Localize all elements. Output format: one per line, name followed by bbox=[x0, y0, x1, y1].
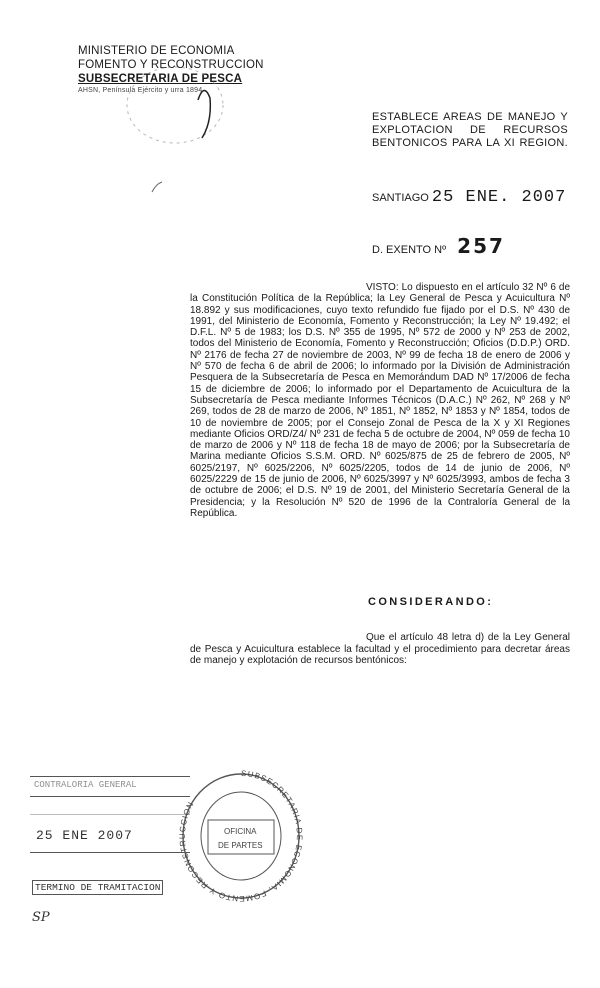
stamp-row-1: CONTRALORIA GENERAL bbox=[34, 780, 137, 790]
seal-center-1: OFICINA bbox=[224, 827, 257, 836]
para1-first-line: Que el artículo 48 letra d) de la Ley bbox=[366, 632, 531, 643]
decree-label: D. EXENTO Nº bbox=[372, 244, 447, 256]
considerando-heading: CONSIDERANDO: bbox=[368, 596, 494, 608]
decree-date bbox=[372, 188, 566, 207]
ink-smudge bbox=[150, 180, 164, 194]
oficina-partes-seal bbox=[176, 764, 306, 904]
ministry-line-3: SUBSECRETARIA DE PESCA bbox=[78, 73, 243, 85]
para1-body: General de Pesca y Acuicultura establece la facultad y el procedimiento para decretar áreas de manejo y explotación de recursos bentónicos: bbox=[190, 632, 570, 666]
visto-first-line: VISTO: Lo dispuesto en el artículo 32 Nº bbox=[366, 282, 548, 293]
subject-line-3: BENTONICOS PARA LA XI REGION. bbox=[372, 137, 568, 149]
subject-line-2: EXPLOTACION DE RECURSOS bbox=[372, 124, 568, 136]
ministry-line-2: FOMENTO Y RECONSTRUCCION bbox=[78, 59, 264, 71]
seal-ring-text: SUBSECRETARIA DE ECONOMIA, FOMENTO Y RECONSTRUCCION bbox=[177, 768, 305, 904]
decree-subject bbox=[372, 111, 568, 150]
visto-body: 6 de la Constitución Política de la República; la Ley General de Pesca y Acuicultura Nº 18.892 y sus modificaciones, cuyo texto refundido fue fijado por el D.S. Nº 430 de 1991, del Ministerio de Economía, Fomento y Reconstrucción; la Ley Nº 19.492; el D.F.L. Nº 5 de 1983; los D.S. Nº 355 de 1995, Nº 572 de 2000 y Nº 253 de 2002, todos del Ministerio de Economía, Fomento y Reconstrucción; Oficios (D.D.P.) ORD. Nº 2176 de fecha 27 de noviembre de 2003, Nº 99 de fecha 18 de enero de 2006 y Nº 570 de fecha 6 de abril de 2006; lo informado por la División de Administración Pesquera de la Subsecretaría de Pesca en Memorándum DAD Nº 17/2006 de fecha 15 de diciembre de 2006; lo informado por el Departamento de Acuicultura de la Subsecretaría de Pesca mediante Informes Técnicos (D.A.C.) Nº 262, Nº 268 y Nº 269, todos de 28 de marzo de 2006, Nº 1851, Nº 1852, Nº 1853 y Nº 1854, todos de 10 de noviembre de 2005; por el Consejo Zonal de Pesca de la X y XI Regiones mediante Oficios ORD/Z4/ Nº 231 de fecha 5 de octubre de 2004, Nº 059 de fecha 10 de marzo de 2006 y Nº 118 de fecha 18 de mayo de 2006; por la Subsecretaría de Marina mediante Oficios S.S.M. ORD. Nº 6025/875 de 25 de febrero de 2005, Nº 6025/2197, Nº 6025/2206, Nº 6025/2205, todos de 14 de junio de 2006, Nº 6025/2229 de 15 de junio de 2006, Nº 6025/3997 y Nº 6025/3993, ambos de fecha 3 de octubre de 2006; el D.S. Nº 19 de 2001, del Ministerio Secretaría General de la Presidencia; y la Resolución Nº 520 de 1996 de la Contraloría General de la República. bbox=[190, 282, 571, 519]
stamp-date: 25 ENE 2007 bbox=[36, 828, 133, 843]
contraloria-stamp bbox=[30, 776, 190, 901]
date-stamp: 25 ENE. 2007 bbox=[431, 188, 567, 207]
header-seal-mark bbox=[120, 60, 230, 150]
date-city: SANTIAGO bbox=[372, 192, 429, 204]
handwritten-initials: SP bbox=[32, 910, 50, 925]
decree-number: 257 bbox=[457, 234, 505, 258]
stamp-row-3: TERMINO DE TRAMITACION bbox=[32, 880, 163, 895]
subject-line-1: ESTABLECE AREAS DE MANEJO Y bbox=[372, 111, 568, 123]
decree-number-line bbox=[372, 234, 505, 258]
seal-center-2: DE PARTES bbox=[218, 841, 263, 850]
considerando-paragraph-1 bbox=[190, 632, 570, 667]
ministry-line-1: MINISTERIO DE ECONOMIA bbox=[78, 45, 235, 57]
ministry-address: AHSN, Península Ejército y urra 1894 bbox=[78, 87, 203, 94]
visto-paragraph bbox=[190, 282, 570, 519]
